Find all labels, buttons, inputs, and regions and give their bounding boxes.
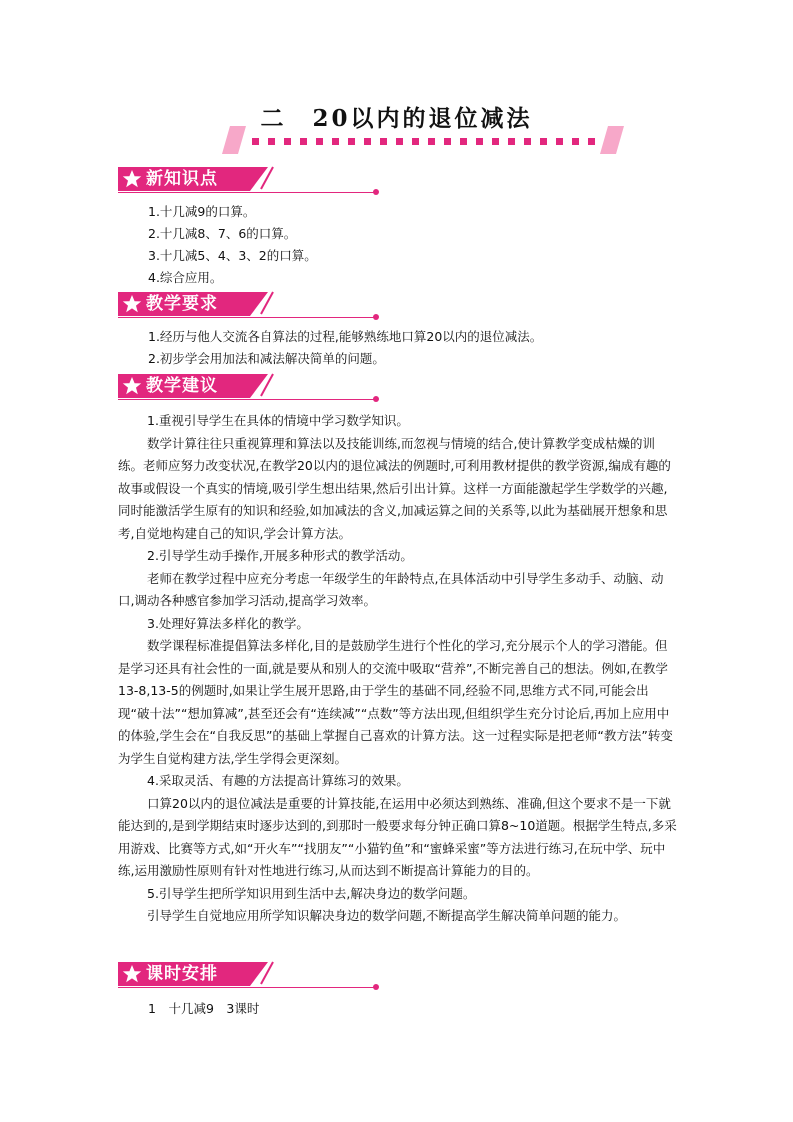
list-item: 2.十几减8、7、6的口算。 [148, 226, 297, 241]
section-title: 教学建议 [146, 376, 218, 396]
title-decoration [222, 126, 626, 154]
list-item: 4.综合应用。 [148, 270, 223, 285]
list-item: 3.十几减5、4、3、2的口算。 [148, 248, 317, 263]
schedule-list [148, 998, 259, 1020]
list-item: 1 十几减9 3课时 [148, 1001, 260, 1016]
section-title: 新知识点 [146, 169, 218, 189]
suggestions-body [118, 410, 678, 928]
list-item: 1.经历与他人交流各自算法的过程,能够熟练地口算20以内的退位减法。 [148, 329, 543, 344]
subheading: 1.重视引导学生在具体的情境中学习数学知识。 [147, 413, 409, 428]
star-icon [122, 376, 142, 396]
list-item: 2.初步学会用加法和减法解决简单的问题。 [148, 351, 385, 366]
requirements-list [148, 326, 542, 370]
section-header-new-knowledge [118, 167, 383, 195]
star-icon [122, 964, 142, 984]
section-header-schedule [118, 962, 383, 990]
subheading: 2.引导学生动手操作,开展多种形式的教学活动。 [147, 548, 413, 563]
paragraph: 口算20以内的退位减法是重要的计算技能,在运用中必须达到熟练、准确,但这个要求不是一下就能达到的,是到学期结束时逐步达到的,到那时一般要求每分钟正确口算8~10道题。根据学生特点,多采用游戏、比赛等方式,如“开火车”“找朋友”“小猫钓鱼”和“蜜蜂采蜜”等方法进行练习,在玩中学、玩中练,运用激励性原则有针对性地进行练习,从而达到不断提高计算能力的目的。 [118, 795, 677, 878]
list-item: 1.十几减9的口算。 [148, 204, 256, 219]
paragraph: 引导学生自觉地应用所学知识解决身边的数学问题,不断提高学生解决简单问题的能力。 [147, 908, 626, 923]
subheading: 3.处理好算法多样化的教学。 [147, 615, 309, 631]
new-knowledge-list [148, 201, 317, 289]
paragraph: 数学课程标准提倡算法多样化,目的是鼓励学生进行个性化的学习,充分展示个人的学习潜能。但是学习还具有社会性的一面,就是要从和别人的交流中吸取“营养”,不断完善自己的想法。例如,在教学13-8,13-5的例题时,如果让学生展开思路,由于学生的基础不同,经验不同,思维方式不同,可能会出现“破十法”“想加算减”,甚至还会有“连续减”“点数”等方法出现,但组织学生充分讨论后,再加上应用中的体验,学生会在“自我反思”的基础上掌握自己喜欢的计算方法。这一过程实际是把老师“教方法”转变为学生自觉构建方法,学生学得会更深刻。 [118, 638, 673, 766]
section-title: 教学要求 [146, 294, 218, 314]
star-icon [122, 294, 142, 314]
section-header-suggestions [118, 374, 383, 402]
paragraph: 数学计算往往只重视算理和算法以及技能训练,而忽视与情境的结合,使计算教学变成枯燥的训练。老师应努力改变状况,在教学20以内的退位减法的例题时,可利用教材提供的教学资源,编成有趣的故事或假设一个真实的情境,吸引学生想出结果,然后引出计算。这样一方面能激起学生学数学的兴趣,同时能激活学生原有的知识和经验,如加减法的含义,加减运算之间的关系等,以此为基础展开想象和思考,自觉地构建自己的知识,学会计算方法。 [118, 435, 671, 541]
page-title: 二 20以内的退位减法 [260, 105, 533, 132]
subheading: 4.采取灵活、有趣的方法提高计算练习的效果。 [147, 773, 409, 788]
paragraph: 老师在教学过程中应充分考虑一年级学生的年龄特点,在具体活动中引导学生多动手、动脑、动口,调动各种感官参加学习活动,提高学习效率。 [118, 570, 664, 608]
subheading: 5.引导学生把所学知识用到生活中去,解决身边的数学问题。 [147, 885, 476, 901]
section-header-requirements [118, 292, 383, 320]
section-title: 课时安排 [146, 964, 218, 984]
star-icon [122, 169, 142, 189]
